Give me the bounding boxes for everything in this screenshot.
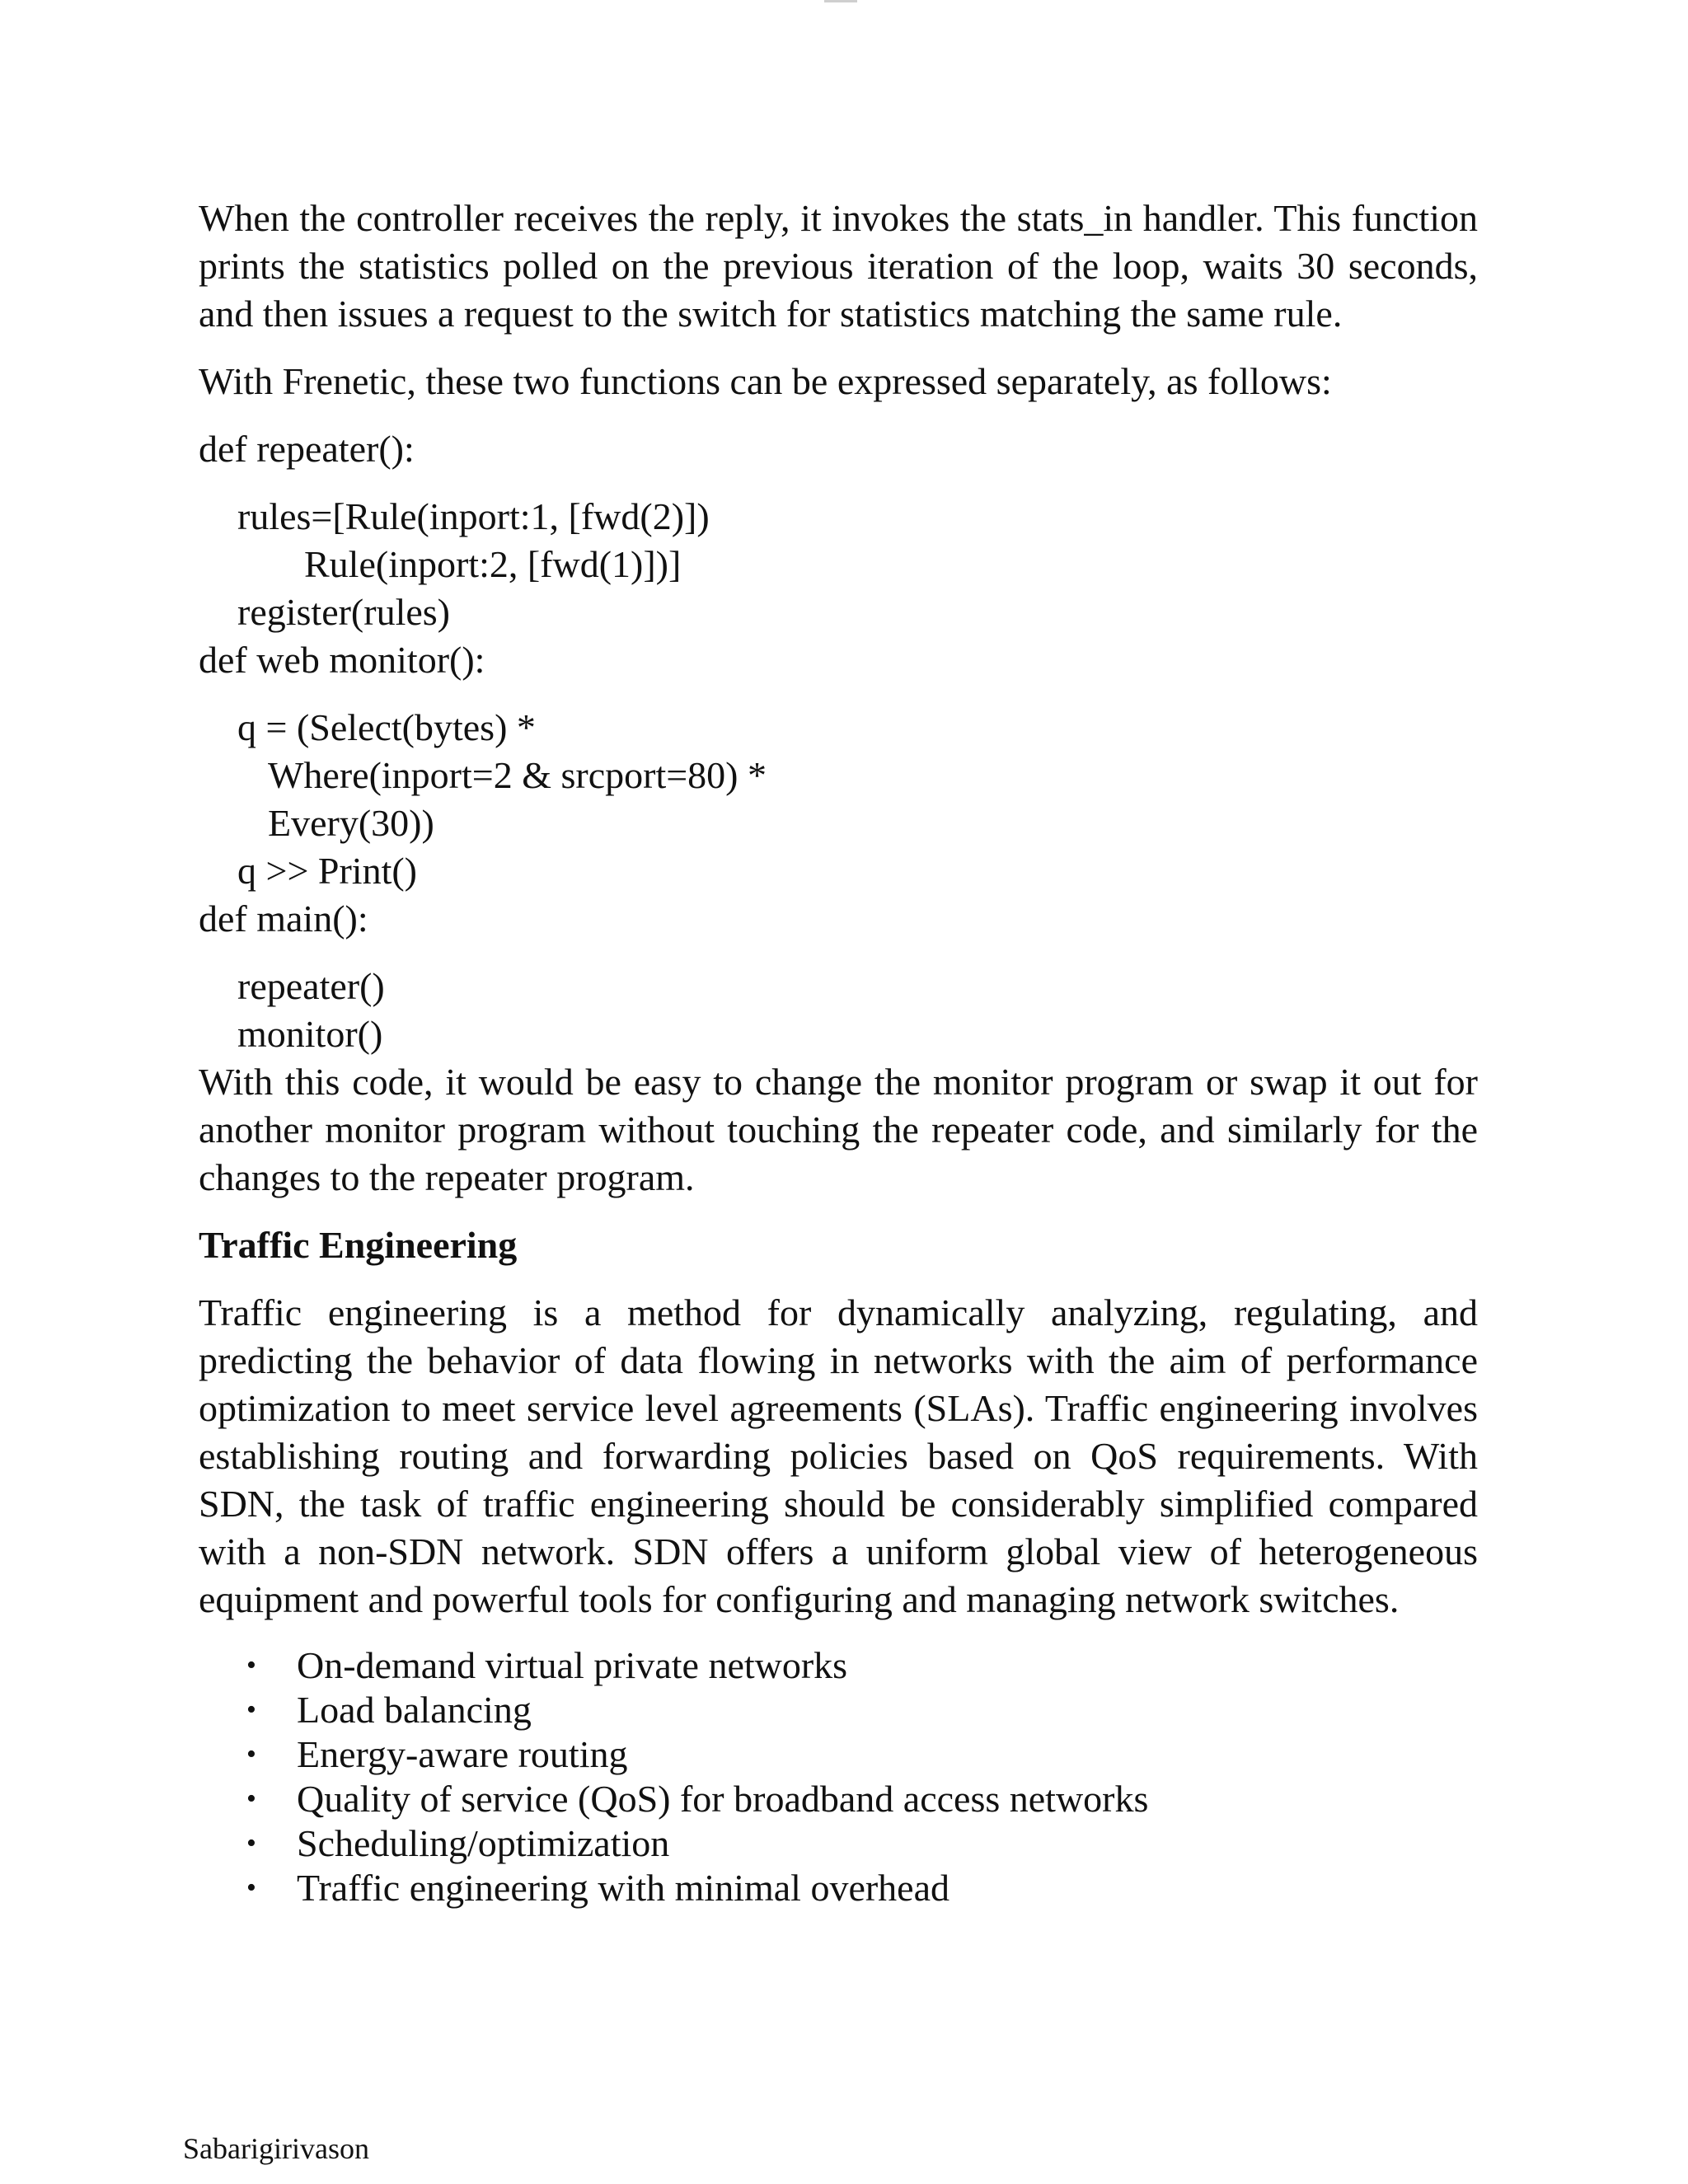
list-item [199,1821,1478,1866]
code-monitor-q3: Every(30)) [268,802,434,844]
code-main-repeater: repeater() [237,965,385,1007]
frenetic-intro-paragraph: With Frenetic, these two functions can be expressed separately, as follows: [199,360,1332,402]
list-item [199,1643,1478,1688]
list-item [199,1688,1478,1732]
list-item [199,1866,1478,1910]
code-monitor-q1: q = (Select(bytes) * [237,706,536,748]
code-main-monitor: monitor() [237,1013,383,1055]
code-monitor-q2: Where(inport=2 & srcport=80) * [268,754,767,796]
bullet-icon: • [246,1694,256,1725]
code-monitor-def: def web monitor(): [199,639,485,681]
page-content [199,194,1478,1910]
bullet-icon: • [246,1650,256,1680]
code-monitor-print: q >> Print() [237,850,417,892]
list-item-text: Traffic engineering with minimal overhead [297,1867,950,1909]
section-body-paragraph: Traffic engineering is a method for dynamically analyzing, regulating, and predicting the behavior of data flowing in networks with the aim of performance optimization to meet service level agreements (SLAs). Traffic engineering involves establishing routing and forwarding policies based on QoS requirements. With SDN, the task of traffic engineering should be considerably simplified compared with a non-SDN network. SDN offers a uniform global view of heterogeneous equipment and powerful tools for configuring and managing network switches. [199,1291,1478,1620]
list-item-text: Load balancing [297,1689,532,1731]
page-header-mark [824,0,857,2]
intro-paragraph: When the controller receives the reply, it invokes the stats_in handler. This function prints the statistics polled on the previous iteration of the loop, waits 30 seconds, and then issues a request to the switch for statistics matching the same rule. [199,197,1478,335]
code-repeater-register: register(rules) [237,591,450,633]
code-repeater-rules-2: Rule(inport:2, [fwd(1)])] [304,543,682,585]
code-block [199,425,1478,1058]
list-item-text: Quality of service (QoS) for broadband access networks [297,1778,1149,1820]
bullet-icon: • [246,1872,256,1903]
footer-author: Sabarigirivason [183,2132,369,2165]
closing-paragraph: With this code, it would be easy to change the monitor program or swap it out for another monitor program without touching the repeater code, and similarly for the changes to the repeater program. [199,1061,1478,1198]
code-main-def: def main(): [199,898,368,940]
code-repeater-def: def repeater(): [199,428,415,470]
list-item [199,1777,1478,1821]
bullet-icon: • [246,1739,256,1769]
list-item-text: Scheduling/optimization [297,1822,670,1864]
section-heading: Traffic Engineering [199,1224,518,1266]
bullet-list [199,1643,1478,1910]
bullet-icon: • [246,1828,256,1858]
list-item-text: On-demand virtual private networks [297,1644,848,1686]
list-item-text: Energy-aware routing [297,1733,628,1775]
code-repeater-rules-1: rules=[Rule(inport:1, [fwd(2)]) [237,495,710,537]
list-item [199,1732,1478,1777]
bullet-icon: • [246,1783,256,1814]
